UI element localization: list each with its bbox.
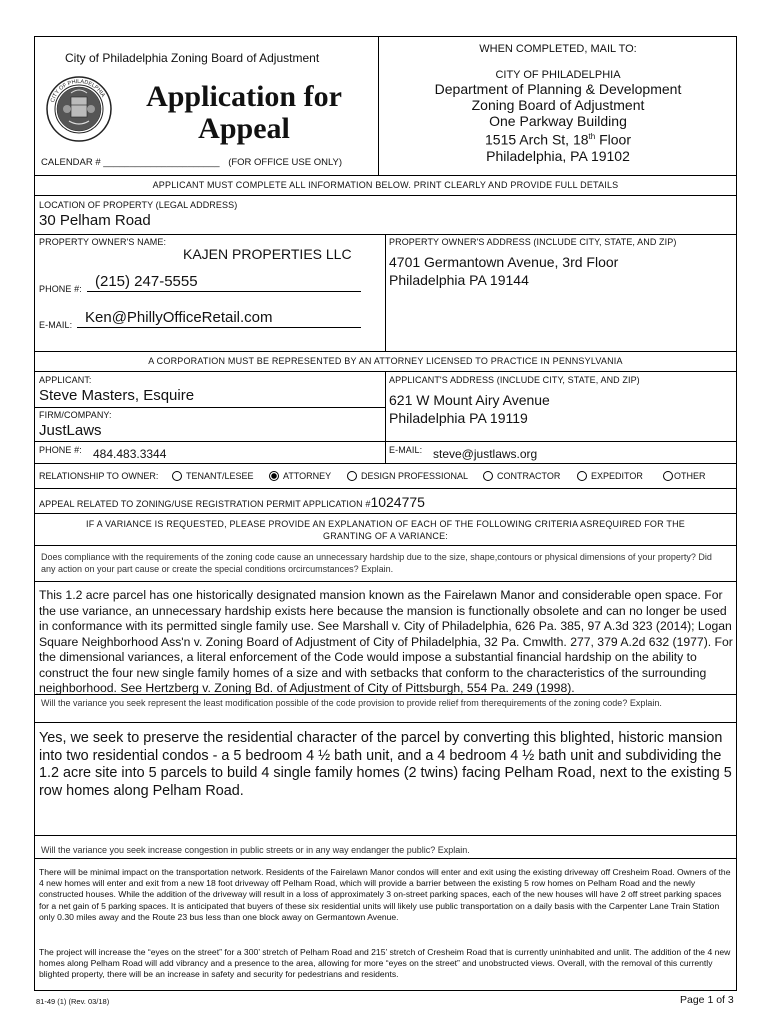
applicant-address-line-2: Philadelphia PA 19119 xyxy=(389,410,528,426)
radio-contractor[interactable]: CONTRACTOR xyxy=(483,471,560,481)
owner-name-value[interactable]: KAJEN PROPERTIES LLC xyxy=(183,246,352,262)
owner-phone-field xyxy=(39,273,361,294)
instructions-banner: APPLICANT MUST COMPLETE ALL INFORMATION BELOW. PRINT CLEARLY AND PROVIDE FULL DETAILS xyxy=(152,180,619,190)
applicant-label: APPLICANT: xyxy=(39,375,92,385)
board-title: City of Philadelphia Zoning Board of Adjustment xyxy=(65,51,320,65)
calendar-field xyxy=(41,157,342,168)
radio-circle[interactable] xyxy=(347,471,357,481)
mail-to-label: WHEN COMPLETED, MAIL TO: xyxy=(479,43,637,55)
firm-value[interactable]: JustLaws xyxy=(39,422,102,439)
owner-address-line-2: Philadelphia PA 19144 xyxy=(389,272,529,288)
applicant-address-value[interactable] xyxy=(389,391,550,427)
page-number: Page 1 of 3 xyxy=(680,994,734,1006)
mail-board: Zoning Board of Adjustment xyxy=(471,97,645,113)
question-hardship: Does compliance with the requirements of the zoning code cause an unnecessary hardship due to the size, shape,contours or physical dimensions of your property? Did any action on your part cause or create the special conditions orcircumstances? Explain. xyxy=(41,552,712,574)
applicant-phone-label: PHONE #: xyxy=(39,445,82,455)
answer-least-modification[interactable]: Yes, we seek to preserve the residential character of the parcel by converting this blighted, historic mansion into two residential condos - a 5 bedroom 4 ½ bath unit, and a 4 bedroom 4 ½ bath unit and subdividing the 1.2 acre site into 5 parcels to build 4 single family homes (2 twins) facing Pelham Road, next to the existing 5 row homes along Pelham Road. xyxy=(39,730,732,799)
applicant-address-label: APPLICANT'S ADDRESS (INCLUDE CITY, STATE, AND ZIP) xyxy=(389,375,640,385)
radio-design-professional[interactable]: DESIGN PROFESSIONAL xyxy=(347,471,468,481)
owner-email-value[interactable]: Ken@PhillyOfficeRetail.com xyxy=(85,309,273,326)
radio-circle[interactable] xyxy=(483,471,493,481)
location-value[interactable]: 30 Pelham Road xyxy=(39,212,151,229)
radio-tenant[interactable]: TENANT/LESEE xyxy=(172,471,254,481)
radio-attorney[interactable]: ATTORNEY xyxy=(269,471,331,481)
relationship-label: RELATIONSHIP TO OWNER: xyxy=(39,471,159,481)
location-label: LOCATION OF PROPERTY (LEGAL ADDRESS) xyxy=(39,200,238,210)
office-use-label: (FOR OFFICE USE ONLY) xyxy=(228,157,343,168)
appeal-label: APPEAL RELATED TO ZONING/USE REGISTRATION PERMIT APPLICATION # xyxy=(39,499,371,509)
owner-email-field xyxy=(39,309,361,330)
variance-notice: IF A VARIANCE IS REQUESTED, PLEASE PROVIDE AN EXPLANATION OF EACH OF THE FOLLOWING CRITERIA ASREQUIRED FOR THE GRANTING OF A VARIANCE: xyxy=(86,519,685,541)
radio-expeditor[interactable]: EXPEDITOR xyxy=(577,471,643,481)
application-form xyxy=(34,36,737,991)
owner-email-label: E-MAIL: xyxy=(39,320,73,330)
appeal-permit-field xyxy=(39,494,425,512)
city-seal xyxy=(45,75,113,143)
mail-dept: Department of Planning & Development xyxy=(434,81,682,97)
question-congestion: Will the variance you seek increase congestion in public streets or in any way endanger the public? Explain. xyxy=(41,845,470,855)
applicant-phone-value[interactable]: 484.483.3344 xyxy=(93,447,167,461)
question-least-modification: Will the variance you seek represent the least modification possible of the code provision to provide relief from therequirements of the zoning code? Explain. xyxy=(41,698,662,708)
owner-phone-label: PHONE #: xyxy=(39,284,82,294)
mail-building: One Parkway Building xyxy=(489,113,627,129)
permit-number[interactable]: 1024775 xyxy=(370,494,425,510)
owner-address-value[interactable] xyxy=(389,253,618,289)
owner-address-label: PROPERTY OWNER'S ADDRESS (INCLUDE CITY, STATE, AND ZIP) xyxy=(389,237,677,247)
answer-congestion-p1[interactable]: There will be minimal impact on the transportation network. Residents of the Fairelawn Manor condos will enter and exit using the existing driveway off Cresheim Road. Owners of the 4 new homes will enter and exit from a new 18 foot driveway off Pelham Road, which will provide a barrier between the existing 5 row homes on Pelham Road and the newly constructed houses. While the addition of the driveway will result in a loss of approximately 3 on-street parking spaces, each of the new houses will have 2 off street parking spaces for a net gain of 5 parking spaces. It is anticipated that buyers of these six residential units will likely use public transportation on a daily basis with the Carpenter Lane Train Station only 0.30 miles away and the Route 23 bus less than one block away on Germantown Avenue. xyxy=(39,867,731,922)
answer-congestion-p2[interactable]: The project will increase the “eyes on the street” for a 300’ stretch of Pelham Road and 215’ stretch of Cresheim Road that is currently uninhabited and unlit. The addition of the 4 new homes along Pelham Road will add vibrancy and a presence to the area, allowing for more “eyes on the street” and unobstructed views. Overall, with the removal of this currently blighted property, there will be an increase in safety and security for pedestrians and residents. xyxy=(39,947,731,980)
mail-street: 1515 Arch St, 18th Floor xyxy=(485,131,631,148)
applicant-email-value[interactable]: steve@justlaws.org xyxy=(433,447,538,461)
svg-text:CITY OF PHILADELPHIA: CITY OF PHILADELPHIA xyxy=(49,78,106,104)
mail-city: CITY OF PHILADELPHIA xyxy=(495,69,621,81)
firm-label: FIRM/COMPANY: xyxy=(39,410,112,420)
owner-phone-value[interactable]: (215) 247-5555 xyxy=(95,273,198,290)
applicant-email-label: E-MAIL: xyxy=(389,445,423,455)
applicant-address-line-1: 621 W Mount Airy Avenue xyxy=(389,392,550,408)
application-title xyxy=(139,81,349,145)
radio-circle[interactable] xyxy=(663,471,673,481)
owner-name-label: PROPERTY OWNER'S NAME: xyxy=(39,237,167,247)
radio-circle-selected[interactable] xyxy=(269,471,279,481)
radio-circle[interactable] xyxy=(172,471,182,481)
corporation-notice: A CORPORATION MUST BE REPRESENTED BY AN ATTORNEY LICENSED TO PRACTICE IN PENNSYLVANIA xyxy=(148,356,623,366)
title-line-2: Appeal xyxy=(198,112,290,145)
mail-citystate: Philadelphia, PA 19102 xyxy=(486,147,630,164)
mail-to-block xyxy=(379,43,737,164)
title-line-1: Application for xyxy=(146,80,342,113)
calendar-label: CALENDAR # ______________________ xyxy=(41,157,220,168)
radio-other[interactable]: OTHER xyxy=(663,471,706,481)
owner-address-line-1: 4701 Germantown Avenue, 3rd Floor xyxy=(389,254,619,270)
radio-circle[interactable] xyxy=(577,471,587,481)
applicant-value[interactable]: Steve Masters, Esquire xyxy=(39,387,195,404)
form-number: 81-49 (1) (Rev. 03/18) xyxy=(36,997,110,1006)
answer-hardship[interactable]: This 1.2 acre parcel has one historically designated mansion known as the Fairelawn Manor and considerable open space. For the use variance, an unnecessary hardship exists here because the mansion is functionally obsolete and can no longer be used in conformance with its permitted single family use. See Marshall v. City of Philadelphia, 626 Pa. 385, 97 A.3d 323 (2014); Logan Square Neighborhood Ass'n v. Zoning Board of Adjustment of City of Philadelphia, 32 Pa. Cmwlth. 277, 379 A.2d 632 (1977). For the dimensional variances, a literal enforcement of the Code would impose a substantial financial hardship on the ability to construct the four new single family homes of a size and with setbacks that conform to the characteristics of the surrounding neighborhood. See Hertzberg v. Zoning Bd. of Adjustment of City of Pittsburgh, 554 Pa. 249 (1998). xyxy=(39,588,733,695)
